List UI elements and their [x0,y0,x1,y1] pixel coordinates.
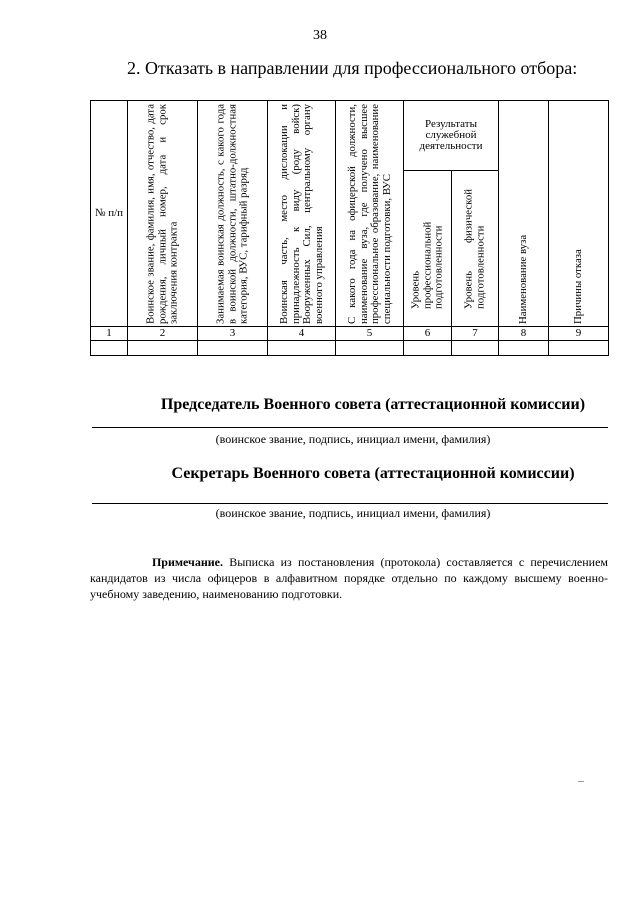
header-rank-name: Воинское звание, фамилия, имя, отчество, дата рождения, личный номер, дата и срок заключения контракта [128,101,198,327]
header-service-results: Результаты служебной деятельности [404,101,499,171]
header-military-unit: Воинская часть, место дислокации и принадлежность к виду (роду войск) Вооруженных Сил, центральному органу военного управления [268,101,336,327]
column-number: 3 [198,327,268,341]
header-refusal-reasons: Причины отказа [549,101,609,327]
header-professional-level: Уровень профессиональной подготовленности [404,171,452,327]
column-number: 9 [549,327,609,341]
header-number: № п/п [91,101,128,327]
footnote [90,554,608,602]
chairman-title: Председатель Военного совета (аттестационной комиссии) [160,396,586,413]
column-number: 1 [91,327,128,341]
table-empty-row [91,341,609,356]
header-position: Занимаемая воинская должность, с какого года в воинской должности, штатно-должностная категория, ВУС, тарифный разряд [198,101,268,327]
page-number: 38 [313,28,327,43]
secretary-title: Секретарь Военного совета (аттестационной комиссии) [171,465,575,482]
column-number: 5 [336,327,404,341]
footnote-label: Примечание. [151,555,223,569]
column-number: 8 [499,327,549,341]
column-number: 4 [268,327,336,341]
header-university-name: Наименование вуза [499,101,549,327]
secretary-signature-hint: (воинское звание, подпись, инициал имени, фамилия) [215,506,491,520]
header-physical-level: Уровень физической подготовленности [452,171,499,327]
column-number: 6 [404,327,452,341]
table-header-row [91,101,609,171]
page-heading: 2. Отказать в направлении для профессионального отбора: [127,58,578,78]
footnote-text: Выписка из постановления (протокола) составляется с перечислением кандидатов из числа офицеров в алфавитном порядке отдельно по каждому высшему военно-учебному заведению, наименованию подготовки. [90,555,609,601]
scan-mark [578,781,584,782]
chairman-signature-line [92,427,608,428]
chairman-signature-hint: (воинское звание, подпись, инициал имени, фамилия) [215,432,491,446]
column-numbers-row [91,327,609,341]
secretary-signature-line [92,503,608,504]
candidates-table [90,100,609,356]
column-number: 7 [452,327,499,341]
column-number: 2 [128,327,198,341]
header-education: С какого года на офицерской должности, наименование вуза, где получено высшее профессиональное образование, наименование специальности подготовки, ВУС [336,101,404,327]
